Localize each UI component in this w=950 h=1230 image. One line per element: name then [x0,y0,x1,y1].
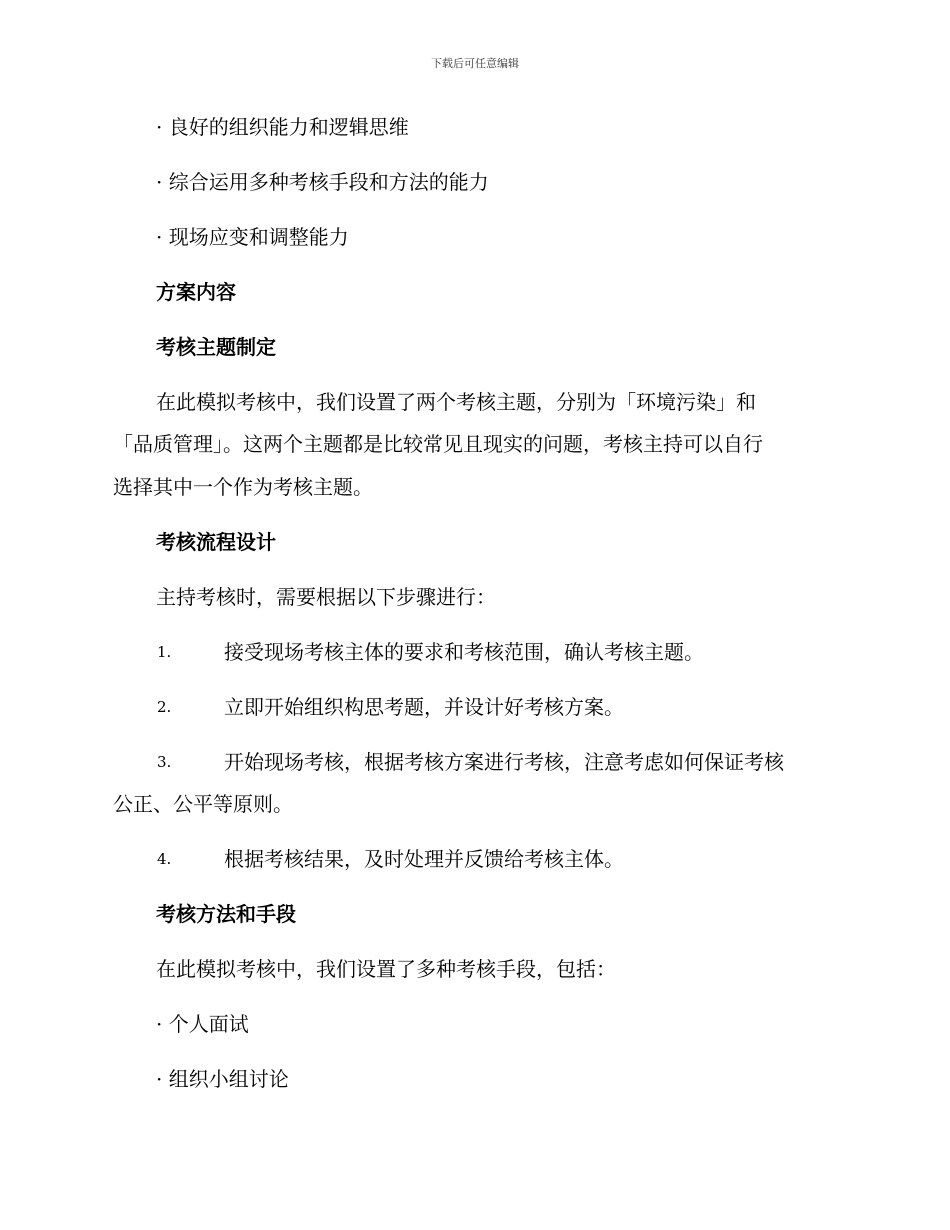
paragraph-line: 在此模拟考核中，我们设置了两个考核主题，分别为「环境污染」和 [156,390,756,414]
section-title: 方案内容 [156,280,236,304]
topic-heading: 考核主题制定 [156,335,276,359]
bullet-item: · 综合运用多种考核手段和方法的能力 [156,170,489,194]
paragraph-line: 选择其中一个作为考核主题。 [113,475,373,499]
step-number: 1. [157,643,172,661]
step-number: 4. [157,850,172,868]
bullet-item: · 现场应变和调整能力 [156,225,349,249]
bullet-item: · 个人面试 [156,1012,249,1036]
step-text: 立即开始组织构思考题，并设计好考核方案。 [224,695,624,719]
step-number: 3. [157,753,172,771]
process-intro: 主持考核时，需要根据以下步骤进行： [156,585,496,609]
page-header: 下载后可任意编辑 [431,57,519,70]
process-heading: 考核流程设计 [156,530,276,554]
paragraph-line: 「品质管理」。这两个主题都是比较常见且现实的问题，考核主持可以自行 [113,432,763,456]
step-text: 根据考核结果，及时处理并反馈给考核主体。 [224,847,624,871]
bullet-item: · 组织小组讨论 [156,1067,289,1091]
step-text: 接受现场考核主体的要求和考核范围，确认考核主题。 [224,640,704,664]
step-number: 2. [157,698,172,716]
methods-heading: 考核方法和手段 [156,902,296,926]
step-text-continued: 公正、公平等原则。 [113,792,293,816]
methods-intro: 在此模拟考核中，我们设置了多种考核手段，包括： [156,957,616,981]
step-text: 开始现场考核，根据考核方案进行考核，注意考虑如何保证考核 [224,750,784,774]
bullet-item: · 良好的组织能力和逻辑思维 [156,115,409,139]
